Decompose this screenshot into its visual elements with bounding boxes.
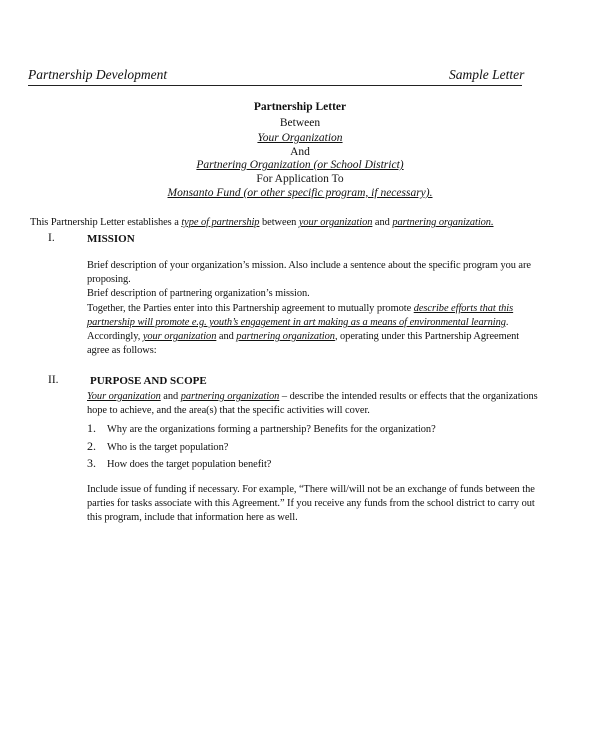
- list-item: [87, 419, 436, 437]
- title-and: And: [290, 146, 310, 158]
- s2-p1-your-org: Your organization: [87, 391, 161, 402]
- intro-paragraph: [30, 216, 494, 230]
- s2-p1-text-2: – describe the intended results or effects that the organizations: [279, 391, 538, 402]
- title-for: For Application To: [256, 173, 344, 185]
- letter-title: Partnership Letter: [253, 101, 347, 113]
- list-item-text: Who is the target population?: [107, 442, 229, 453]
- title-fund: Monsanto Fund (or other specific program, if necessary).: [167, 187, 433, 199]
- s1-p4-text-2: and: [216, 331, 237, 342]
- section-1-numeral: I.: [48, 232, 55, 244]
- s1-p4-your-org: your organization: [142, 331, 217, 342]
- s1-p3-underline-2: partnership will promote e.g. youth’s engagement in art making as a means of environmental learning: [87, 317, 506, 328]
- s2-p1-line1: [87, 390, 538, 404]
- s1-p3-text: Together, the Parties enter into this Partnership agreement to mutually promote: [87, 303, 414, 314]
- intro-text-3: and: [372, 217, 393, 228]
- s1-p4-line1: [87, 330, 519, 344]
- s1-p3-line1: [87, 302, 513, 316]
- list-item-text: Why are the organizations forming a partnership? Benefits for the organization?: [107, 424, 436, 435]
- s1-p4-partner-org: partnering organization: [236, 331, 335, 342]
- intro-text-1: This Partnership Letter establishes a: [30, 217, 182, 228]
- intro-your-org: your organization: [298, 217, 373, 228]
- s1-p3-end: .: [505, 317, 509, 328]
- s1-p3-line2: [87, 316, 508, 330]
- s2-p1-partner-org: partnering organization: [180, 391, 280, 402]
- section-2-numeral: II.: [48, 374, 59, 386]
- list-item-text: How does the target population benefit?: [107, 459, 272, 470]
- s2-p1-line2: hope to achieve, and the area(s) that the specific activities will cover.: [87, 405, 370, 416]
- s1-p3-underline-1: describe efforts that this: [413, 303, 514, 314]
- section-2-title: PURPOSE AND SCOPE: [90, 375, 207, 387]
- s1-p2: Brief description of partnering organization’s mission.: [87, 288, 310, 299]
- section-1-title: MISSION: [87, 233, 135, 245]
- title-partner: Partnering Organization (or School District): [196, 159, 404, 171]
- s1-p4-line2: agree as follows:: [87, 345, 157, 356]
- intro-text-2: between: [259, 217, 299, 228]
- s2-funding-line2: parties for tasks associate with this Agreement.” If you receive any funds from the school district to carry out: [87, 498, 535, 509]
- title-org: Your Organization: [257, 132, 343, 144]
- list-item: [87, 454, 271, 472]
- list-item: [87, 437, 228, 455]
- s1-p4-text-3: , operating under this Partnership Agreement: [334, 331, 520, 342]
- s1-p4-text-1: Accordingly,: [87, 331, 143, 342]
- title-between: Between: [279, 117, 321, 129]
- header-left: Partnership Development: [28, 67, 168, 82]
- list-item-number: 3.: [87, 456, 96, 470]
- s2-p1-text-1: and: [160, 391, 181, 402]
- intro-partner-org: partnering organization.: [392, 217, 494, 228]
- header-right: Sample Letter: [449, 67, 525, 82]
- s1-p1-line1: Brief description of your organization’s mission. Also include a sentence about the specific program you are: [87, 260, 531, 271]
- s2-funding-line3: this program, include that information here as well.: [87, 512, 298, 523]
- s2-funding-line1: Include issue of funding if necessary. For example, “There will/will not be an exchange of funds between the: [87, 484, 535, 495]
- list-item-number: 1.: [87, 421, 96, 435]
- s1-p1-line2: proposing.: [87, 274, 131, 285]
- intro-partnership-type: type of partnership: [181, 217, 260, 228]
- header-rule: [28, 85, 522, 86]
- list-item-number: 2.: [87, 439, 96, 453]
